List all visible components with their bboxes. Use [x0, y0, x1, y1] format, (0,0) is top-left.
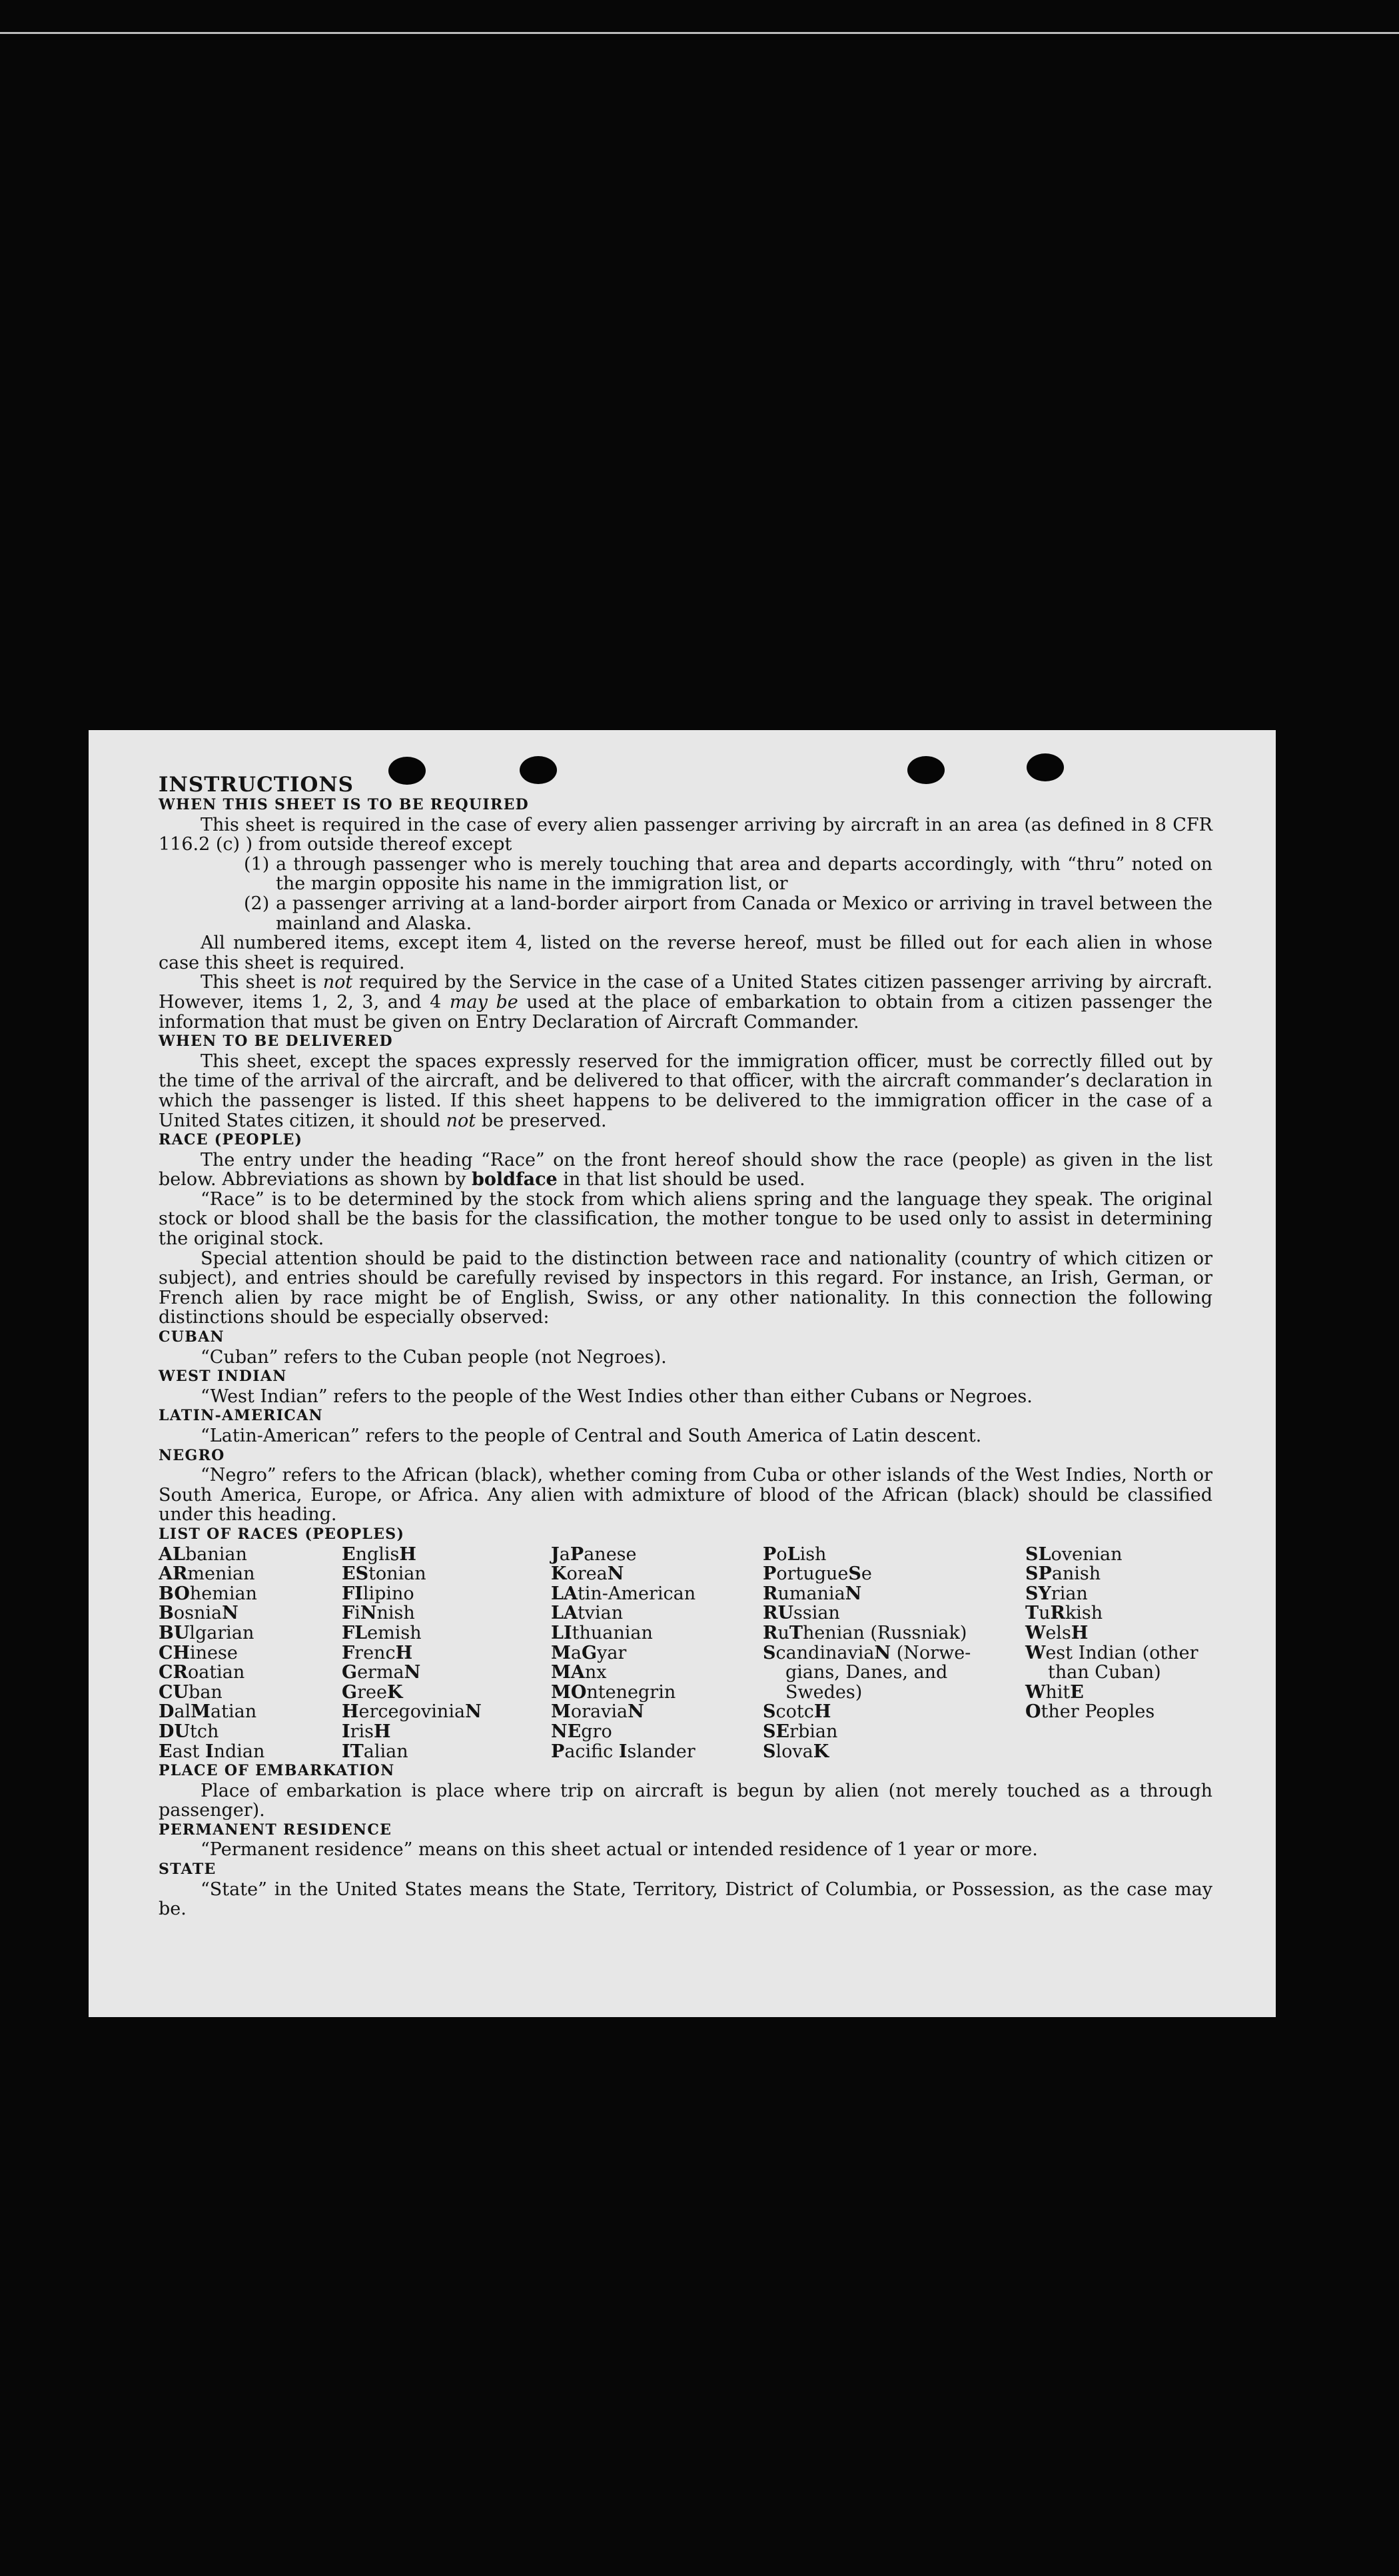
race-entry: CUban	[159, 1681, 223, 1703]
races-column	[342, 1545, 551, 1762]
heading-cuban: CUBAN	[159, 1328, 225, 1346]
heading-race: RACE (PEOPLE)	[159, 1131, 303, 1149]
race-entry: WelsH	[1025, 1622, 1089, 1643]
heading-list-of-races: LIST OF RACES (PEOPLES)	[159, 1525, 405, 1543]
race-entry: FIlipino	[342, 1583, 414, 1604]
race-entry: EnglisH	[342, 1543, 416, 1565]
paragraph: Special attention should be paid to the distinction between race and nationality (country of which citizen or subject), and entries should be carefully revised by inspectors in this regard. For instance, an Irish, German, or French alien by race might be of English, Swiss, or any other nationality. In this connection the following distinctions should be especially observed:	[159, 1248, 1212, 1328]
race-entry: HercegoviniaN	[342, 1701, 482, 1723]
race-entry: FrencH	[342, 1642, 413, 1663]
race-entry: East Indian	[159, 1741, 265, 1762]
races-column	[159, 1545, 342, 1762]
race-entry: BOhemian	[159, 1583, 257, 1604]
race-entry: LAtvian	[551, 1603, 624, 1624]
heading-permanent-residence: PERMANENT RESIDENCE	[159, 1821, 392, 1839]
race-entry: SYrian	[1025, 1583, 1088, 1604]
instructions-text	[159, 774, 1212, 1919]
paragraph: “Cuban” refers to the Cuban people (not Negroes).	[201, 1346, 667, 1368]
item-number: (1)	[244, 853, 270, 875]
race-entry: MOntenegrin	[551, 1681, 676, 1703]
heading-west-indian: WEST INDIAN	[159, 1368, 287, 1386]
instruction-sheet	[89, 730, 1276, 2017]
race-entry: LAtin-American	[551, 1583, 696, 1604]
race-entry: BosniaN	[159, 1603, 238, 1624]
race-entry: ITalian	[342, 1741, 408, 1762]
race-entry: PortugueSe	[763, 1563, 872, 1585]
item-text: a through passenger who is merely touching that area and departs accordingly, with “thru” noted on the margin opposite his name in the immigration list, or	[276, 853, 1212, 895]
race-entry: SLovenian	[1025, 1543, 1123, 1565]
race-entry: TuRkish	[1025, 1603, 1103, 1624]
races-table	[159, 1545, 1212, 1762]
list-item	[244, 894, 1212, 933]
paragraph: “Permanent residence” means on this sheet actual or intended residence of 1 year or more.	[201, 1839, 1038, 1861]
list-item	[244, 855, 1212, 894]
heading-state: STATE	[159, 1861, 217, 1879]
race-entry: NEgro	[551, 1721, 612, 1742]
race-entry: MAnx	[551, 1662, 607, 1683]
races-column	[763, 1545, 1025, 1762]
race-entry: West Indian (other than Cuban)	[1025, 1642, 1198, 1683]
heading-when-delivered: WHEN TO BE DELIVERED	[159, 1033, 393, 1051]
paragraph: “Race” is to be determined by the stock from which aliens spring and the language they speak. The original stock or blood shall be the basis for the classification, the mother tongue to be used only to assist in determining the original stock.	[159, 1188, 1212, 1250]
race-entry: DUtch	[159, 1721, 219, 1742]
paragraph: Place of embarkation is place where trip on aircraft is begun by alien (not merely touched as a through passenger).	[159, 1780, 1212, 1821]
heading-latin-american: LATIN-AMERICAN	[159, 1407, 323, 1425]
race-entry: IrisH	[342, 1721, 391, 1742]
top-rule	[0, 32, 1399, 34]
race-entry: GermaN	[342, 1662, 421, 1683]
race-entry: WhitE	[1025, 1681, 1084, 1703]
heading-when-required: WHEN THIS SHEET IS TO BE REQUIRED	[159, 796, 530, 813]
race-entry: ScotcH	[763, 1701, 831, 1723]
race-entry: EStonian	[342, 1563, 426, 1585]
paragraph: This sheet, except the spaces expressly reserved for the immigration officer, must be correctly filled out by the time of the arrival of the aircraft, and be delivered to that officer, with the aircraft commander’s declaration in which the passenger is listed. If this sheet happens to be delivered to the immigration officer in the case of a United States citizen, it should not be preserved.	[159, 1051, 1212, 1131]
race-entry: DalMatian	[159, 1701, 257, 1723]
paragraph: “Latin-American” refers to the people of Central and South America of Latin descent.	[201, 1426, 982, 1446]
race-entry: PoLish	[763, 1543, 827, 1565]
race-entry: RuThenian (Russniak)	[763, 1622, 967, 1643]
race-entry: MoraviaN	[551, 1701, 644, 1723]
paragraph: The entry under the heading “Race” on the front hereof should show the race (people) as given in the list below. Abbreviations as shown by boldface in that list should be used.	[159, 1149, 1212, 1190]
heading-embarkation: PLACE OF EMBARKATION	[159, 1762, 395, 1780]
race-entry: LIthuanian	[551, 1622, 653, 1643]
paragraph: “State” in the United States means the State, Territory, District of Columbia, or Possession, as the case may be.	[159, 1879, 1212, 1920]
paragraph: All numbered items, except item 4, listed on the reverse hereof, must be filled out for each alien in whose case this sheet is required.	[159, 933, 1212, 973]
paragraph: This sheet is required in the case of every alien passenger arriving by aircraft in an area (as defined in 8 CFR 116.2 (c) ) from outside thereof except	[159, 814, 1212, 855]
race-entry: FLemish	[342, 1622, 422, 1643]
race-entry: CHinese	[159, 1642, 238, 1663]
paragraph: This sheet is not required by the Service in the case of a United States citizen passenger arriving by aircraft. However, items 1, 2, 3, and 4 may be used at the place of embarkation to obtain from a citizen passenger the information that must be given on Entry Declaration of Aircraft Commander.	[159, 972, 1212, 1033]
item-text: a passenger arriving at a land-border airport from Canada or Mexico or arriving in travel between the mainland and Alaska.	[276, 893, 1212, 934]
race-entry: Pacific Islander	[551, 1741, 696, 1762]
races-column	[1025, 1545, 1212, 1762]
race-entry: GreeK	[342, 1681, 403, 1703]
page-title: INSTRUCTIONS	[159, 773, 354, 797]
paragraph: “West Indian” refers to the people of the West Indies other than either Cubans or Negroes.	[201, 1386, 1033, 1407]
races-column	[551, 1545, 763, 1762]
race-entry: Other Peoples	[1025, 1701, 1155, 1723]
race-entry: FiNnish	[342, 1603, 415, 1624]
item-number: (2)	[244, 893, 270, 914]
race-entry: SErbian	[763, 1721, 838, 1742]
heading-negro: NEGRO	[159, 1446, 225, 1464]
race-entry: SlovaK	[763, 1741, 829, 1762]
race-entry: SPanish	[1025, 1563, 1101, 1585]
race-entry: ALbanian	[159, 1543, 247, 1565]
race-entry: ARmenian	[159, 1563, 255, 1585]
race-entry: BUlgarian	[159, 1622, 254, 1643]
race-entry: RUssian	[763, 1603, 840, 1624]
race-entry: RumaniaN	[763, 1583, 862, 1604]
paragraph: “Negro” refers to the African (black), whether coming from Cuba or other islands of the West Indies, North or South America, Europe, or Africa. Any alien with admixture of blood of the African (black) should be classified under this heading.	[159, 1465, 1212, 1525]
race-entry: JaPanese	[551, 1543, 637, 1565]
race-entry: ScandinaviaN (Norwe- gians, Danes, and Swedes)	[763, 1642, 971, 1703]
race-entry: MaGyar	[551, 1642, 627, 1663]
race-entry: CRoatian	[159, 1662, 245, 1683]
race-entry: KoreaN	[551, 1563, 624, 1585]
